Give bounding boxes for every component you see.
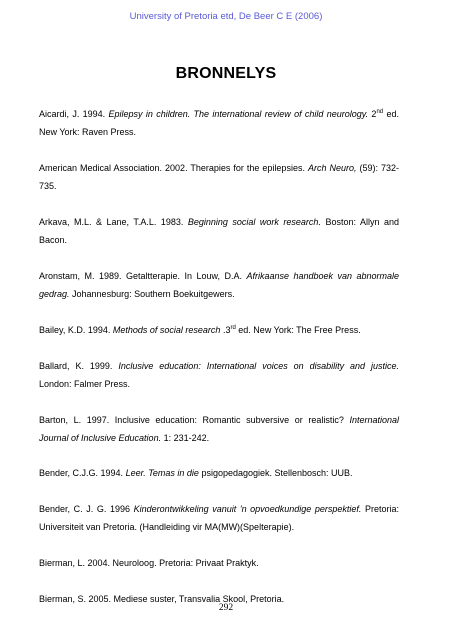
reference-entry: Barton, L. 1997. Inclusive education: Romantic subversive or realistic? International Journal of Inclusive Education. 1: 231-242.: [39, 415, 399, 443]
reference-entry: Bender, C.J.G. 1994. Leer. Temas in die psigopedagogiek. Stellenbosch: UUB.: [39, 468, 353, 478]
reference-entry: Bierman, S. 2005. Mediese suster, Transvalia Skool, Pretoria.: [39, 594, 285, 604]
reference-entry: Ballard, K. 1999. Inclusive education: International voices on disability and justice. London: Falmer Press.: [39, 361, 400, 389]
reference-entry: Aicardi, J. 1994. Epilepsy in children. The international review of child neurology. 2nd ed. New York: Raven Press.: [39, 109, 399, 137]
reference-entry: Bailey, K.D. 1994. Methods of social research .3rd ed. New York: The Free Press.: [39, 325, 361, 335]
reference-entry: Bender, C. J. G. 1996 Kinderontwikkeling vanuit 'n opvoedkundige perspektief. Pretoria: Universiteit van Pretoria. (Handleiding vir MA(MW)(Spelterapie).: [39, 504, 399, 532]
watermark-header: University of Pretoria etd, De Beer C E (2006): [129, 11, 323, 22]
reference-entry: Aronstam, M. 1989. Getaltterapie. In Louw, D.A. Afrikaanse handboek van abnormale gedrag. Johannesburg: Southern Boekuitgewers.: [39, 271, 399, 299]
reference-entry: Arkava, M.L. & Lane, T.A.L. 1983. Beginning social work research. Boston: Allyn and Bacon.: [39, 217, 399, 245]
reference-entry: American Medical Association. 2002. Therapies for the epilepsies. Arch Neuro, (59): 732-735.: [39, 163, 399, 191]
page-title: BRONNELYS: [175, 65, 277, 82]
reference-entry: Bierman, L. 2004. Neuroloog. Pretoria: Privaat Praktyk.: [39, 558, 259, 568]
page-number: 292: [218, 603, 234, 613]
